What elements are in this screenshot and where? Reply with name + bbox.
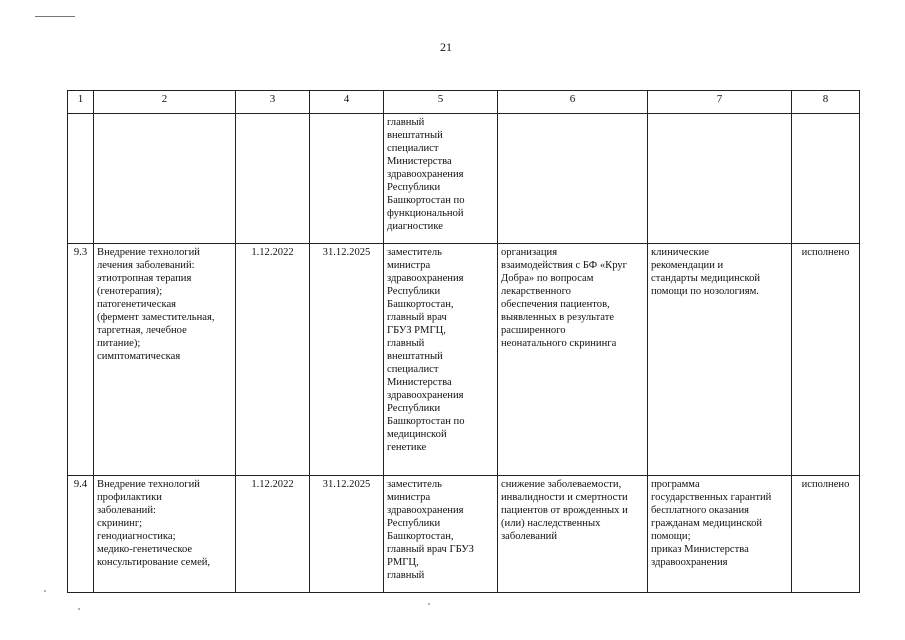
end-date-cell	[310, 114, 384, 244]
start-date-cell	[236, 114, 310, 244]
header-row	[68, 91, 860, 114]
status-cell: исполнено	[792, 476, 860, 593]
header-col-2: 2	[94, 91, 236, 114]
table-row	[68, 114, 860, 244]
start-date-cell: 1.12.2022	[236, 476, 310, 593]
table-row	[68, 476, 860, 593]
header-col-7: 7	[648, 91, 792, 114]
status-cell	[792, 114, 860, 244]
measure-cell: Внедрение технологий профилактики заболеваний: скрининг; генодиагностика; медико-генетическое консультирование семей,	[94, 476, 236, 593]
header-col-5: 5	[384, 91, 498, 114]
measure-cell	[94, 114, 236, 244]
row-number: 9.4	[68, 476, 94, 593]
responsible-cell: главный внештатный специалист Министерства здравоохранения Республики Башкортостан по функциональной диагностике	[384, 114, 498, 244]
header-col-3: 3	[236, 91, 310, 114]
measures-table	[67, 90, 860, 593]
page-corner-mark	[35, 16, 75, 17]
header-col-6: 6	[498, 91, 648, 114]
row-number: 9.3	[68, 244, 94, 476]
result-cell	[498, 114, 648, 244]
documents-cell: клинические рекомендации и стандарты медицинской помощи по нозологиям.	[648, 244, 792, 476]
scan-speck	[44, 590, 46, 592]
documents-cell	[648, 114, 792, 244]
scan-speck	[78, 608, 80, 610]
header-col-8: 8	[792, 91, 860, 114]
result-cell: организация взаимодействия с БФ «Круг Добра» по вопросам лекарственного обеспечения пациентов, выявленных в результате расширенного неонатального скрининга	[498, 244, 648, 476]
row-number	[68, 114, 94, 244]
responsible-cell: заместитель министра здравоохранения Республики Башкортостан, главный врач ГБУЗ РМГЦ, главный	[384, 476, 498, 593]
end-date-cell: 31.12.2025	[310, 244, 384, 476]
documents-cell: программа государственных гарантий бесплатного оказания гражданам медицинской помощи; приказ Министерства здравоохранения	[648, 476, 792, 593]
header-col-4: 4	[310, 91, 384, 114]
start-date-cell: 1.12.2022	[236, 244, 310, 476]
measure-cell: Внедрение технологий лечения заболеваний: этиотропная терапия (генотерапия); патогенетическая (фермент заместительная, таргетная, лечебное питание); симптоматическая	[94, 244, 236, 476]
end-date-cell: 31.12.2025	[310, 476, 384, 593]
scan-speck	[428, 603, 430, 605]
header-col-1: 1	[68, 91, 94, 114]
result-cell: снижение заболеваемости, инвалидности и смертности пациентов от врожденных и (или) наследственных заболеваний	[498, 476, 648, 593]
table-row	[68, 244, 860, 476]
responsible-cell: заместитель министра здравоохранения Республики Башкортостан, главный врач ГБУЗ РМГЦ, главный внештатный специалист Министерства здравоохранения Республики Башкортостан по медицинской генетике	[384, 244, 498, 476]
status-cell: исполнено	[792, 244, 860, 476]
page-number: 21	[440, 40, 452, 54]
